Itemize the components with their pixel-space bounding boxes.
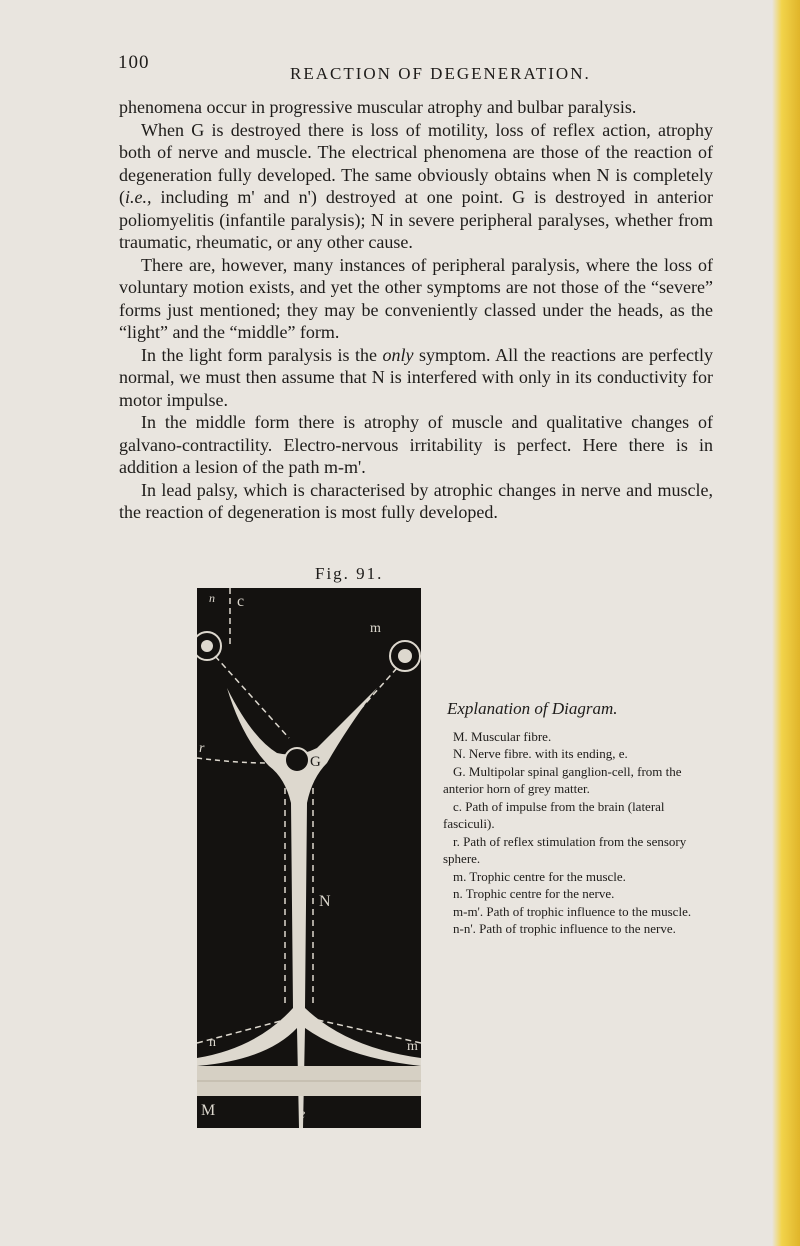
paragraph-4 [119, 344, 713, 412]
label-c: c [237, 593, 245, 610]
explanation-item: r. Path of reflex stimulation from the sensory sphere. [443, 833, 687, 866]
paragraph-4-text-a: In the light form paralysis is the [141, 344, 383, 365]
body-text [119, 96, 713, 524]
page-edge [772, 0, 800, 1246]
diagram-explanation [443, 700, 713, 938]
label-r: r [199, 741, 205, 756]
figure-caption: Fig. 91. [315, 564, 384, 583]
paragraph-2 [119, 119, 713, 254]
label-e: e [299, 1107, 306, 1122]
explanation-item: n. Trophic centre for the nerve. [453, 886, 615, 901]
paragraph-4-text-b: symptom. All the reactions are perfectly normal, we must then assume that N is interfered with only in its conductivity for motor impulse. [119, 344, 713, 410]
paragraph-2-italic: i.e., [125, 187, 152, 207]
paragraph-1: phenomena occur in progressive muscular atrophy and bulbar paralysis. [119, 97, 637, 117]
label-m-right: m [407, 1039, 418, 1054]
explanation-item: n-n'. Path of trophic influence to the nerve. [453, 921, 676, 936]
explanation-item: m-m'. Path of trophic influence to the muscle. [453, 903, 692, 919]
explanation-item: c. Path of impulse from the brain (lateral fasciculi). [443, 798, 665, 831]
label-M: M [201, 1102, 216, 1119]
paragraph-5: In the middle form there is atrophy of muscle and qualitative changes of galvano-contractility. Electro-nervous irritability is perfect. Here there is in addition a lesion of the path m-m'. [119, 412, 713, 477]
explanation-item: m. Trophic centre for the muscle. [453, 868, 626, 884]
label-G: G [310, 754, 321, 770]
paragraph-3: There are, however, many instances of peripheral paralysis, where the loss of voluntary motion exists, and yet the other symptoms are not those of the “severe” forms just mentioned; they may be conveniently classed under the heads, as the “light” and the “middle” form. [119, 254, 713, 342]
running-head: REACTION OF DEGENERATION. [290, 64, 591, 83]
explanation-item: G. Multipolar spinal ganglion-cell, from the anterior horn of grey matter. [443, 763, 682, 796]
page-number: 100 [118, 52, 150, 73]
paragraph-2-text-b: including m' and n') destroyed at one point. G is destroyed in anterior poliomyelitis (infantile paralysis); N in severe peripheral paralyses, whether from traumatic, rheumatic, or any other cause. [119, 187, 713, 252]
explanation-item: N. Nerve fibre. with its ending, e. [453, 746, 628, 761]
paragraph-4-italic: only [382, 344, 414, 365]
label-n-left: n [209, 1035, 216, 1050]
nerve-muscle-diagram [197, 588, 421, 1128]
explanation-title: Explanation of Diagram. [447, 699, 618, 718]
explanation-item: M. Muscular fibre. [453, 728, 552, 744]
label-m-top: m [370, 621, 381, 636]
diagram-figure [197, 588, 421, 1128]
label-n-top: n [209, 591, 215, 605]
paragraph-6: In lead palsy, which is characterised by atrophic changes in nerve and muscle, the reaction of degeneration is most fully developed. [119, 479, 713, 522]
label-N: N [319, 893, 331, 910]
paragraph-2-text-a: When G is destroyed there is loss of motility, loss of reflex action, atrophy both of nerve and muscle. The electrical phenomena are those of the reaction of degeneration fully developed. The same obviously obtains when N is completely ( [119, 119, 713, 207]
